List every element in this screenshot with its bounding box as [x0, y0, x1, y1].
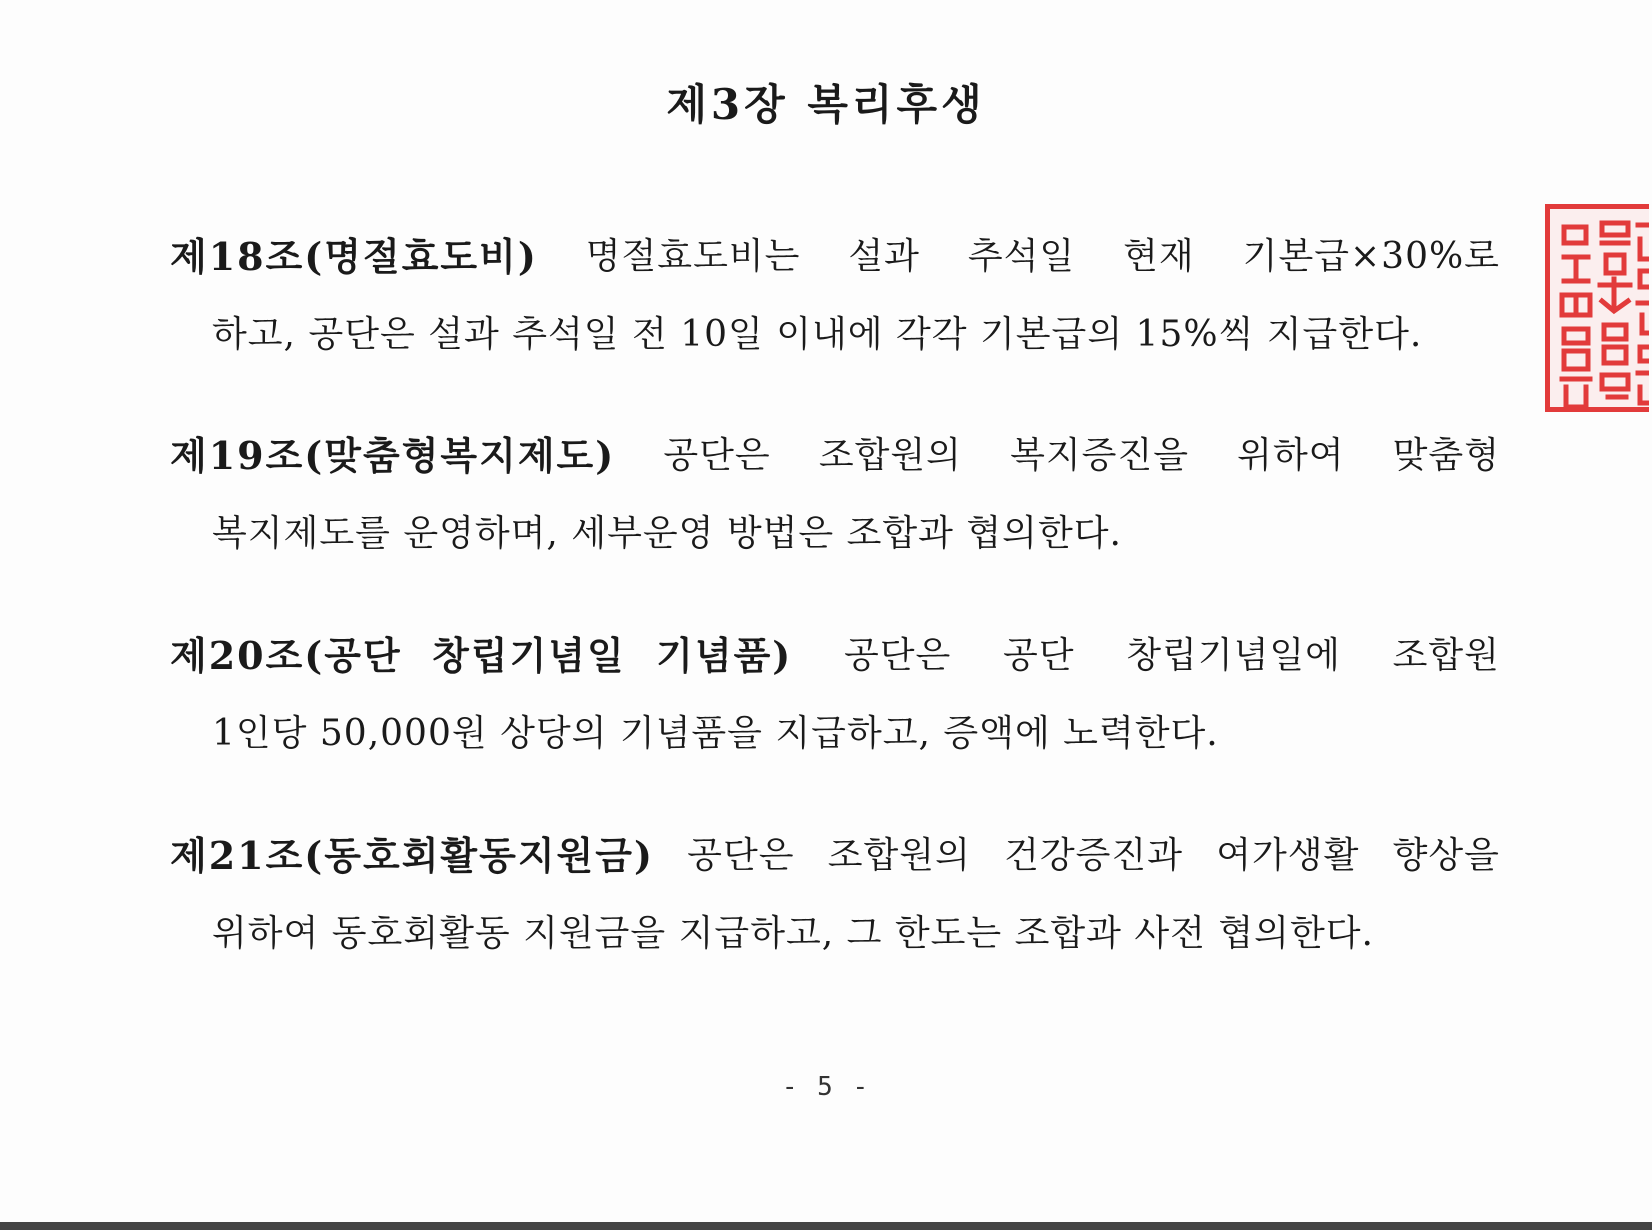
article-continuation: 1인당 50,000원 상당의 기념품을 지급하고, 증액에 노력한다.	[212, 713, 1219, 754]
page-number: - 5 -	[781, 1072, 871, 1102]
article-word: 명절효도비는	[585, 236, 801, 277]
article-word: 건강증진과	[1004, 835, 1183, 876]
article-word: 현재	[1123, 236, 1195, 277]
seal-glyphs-icon	[1550, 209, 1649, 412]
article-heading: 제21조(동호회활동지원금)	[170, 833, 654, 878]
article-word: 창립기념일에	[1126, 635, 1341, 676]
article-heading: 제18조(명절효도비)	[170, 234, 538, 279]
article-20	[170, 617, 1500, 773]
chapter-title: 제3장 복리후생	[666, 80, 986, 129]
article-18	[170, 218, 1500, 374]
article-first-line	[170, 218, 1500, 296]
article-continuation: 위하여 동호회활동 지원금을 지급하고, 그 한도는 조합과 사전 협의한다.	[212, 913, 1374, 954]
article-word: 맞춤형	[1392, 435, 1500, 476]
article-first-line	[170, 417, 1500, 495]
article-heading: 제20조(공단 창립기념일 기념품)	[170, 633, 793, 678]
article-word: 공단은	[687, 835, 795, 876]
article-word: 위하여	[1237, 435, 1345, 476]
article-word: 설과	[848, 236, 920, 277]
article-first-line	[170, 817, 1500, 895]
article-21	[170, 817, 1500, 973]
article-continuation: 복지제도를 운영하며, 세부운영 방법은 조합과 협의한다.	[212, 513, 1122, 554]
article-continuation: 하고, 공단은 설과 추석일 전 10일 이내에 각각 기본급의 15%씩 지급한다.	[212, 314, 1423, 355]
page-bottom-edge	[0, 1222, 1652, 1230]
article-word: 여가생활	[1216, 835, 1360, 876]
official-seal-stamp-icon	[1545, 204, 1649, 412]
article-word: 공단	[1003, 635, 1075, 676]
article-word: 추석일	[967, 236, 1076, 277]
article-word: 조합원의	[827, 835, 971, 876]
article-first-line	[170, 617, 1500, 695]
article-word: 향상을	[1392, 835, 1500, 876]
article-19	[170, 417, 1500, 573]
article-word: 복지증진을	[1010, 435, 1190, 476]
article-word: 조합원	[1392, 635, 1500, 676]
article-word: 기본급×30%로	[1242, 236, 1500, 277]
article-word: 공단은	[663, 435, 771, 476]
article-heading: 제19조(맞춤형복지제도)	[170, 433, 616, 478]
article-word: 조합원의	[818, 435, 962, 476]
article-word: 공단은	[843, 635, 952, 676]
